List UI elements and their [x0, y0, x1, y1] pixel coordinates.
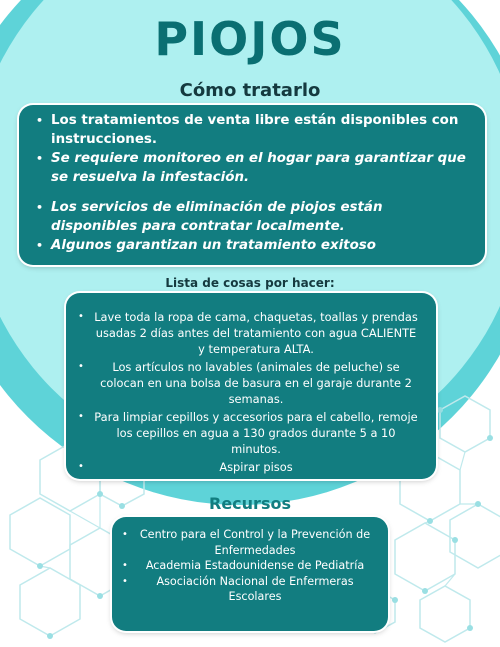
page-subtitle: Cómo tratarlo [179, 80, 321, 101]
treatment-item: • Los servicios de eliminación de piojos están disponibles para contratar localmente. [33, 198, 473, 236]
page-title: PIOJOS [154, 12, 346, 66]
resource-item: • Asociación Nacional de Enfermeras Escolares [122, 574, 378, 605]
resources-panel [112, 517, 388, 631]
todo-item: • Aspirar pisos [78, 459, 424, 475]
todo-item: • Los artículos no lavables (animales de peluche) se colocan en una bolsa de basura en el garaje durante 2 semanas. [78, 359, 424, 407]
resource-item: • Academia Estadounidense de Pediatría [122, 558, 378, 574]
todo-item: • Para limpiar cepillos y accesorios para el cabello, remoje los cepillos en agua a 130 grados durante 5 a 10 minutos. [78, 409, 424, 457]
todo-heading: Lista de cosas por hacer: [165, 276, 335, 290]
treatment-item: • Los tratamientos de venta libre están disponibles con instrucciones. [33, 111, 473, 149]
todo-list [78, 309, 424, 475]
todo-panel [66, 293, 436, 479]
resource-item: • Centro para el Control y la Prevención de Enfermedades [122, 527, 378, 558]
treatment-list [33, 111, 473, 255]
resources-list [122, 527, 378, 605]
treatment-item: • Se requiere monitoreo en el hogar para garantizar que se resuelva la infestación. [33, 149, 473, 187]
treatment-panel [19, 105, 485, 265]
todo-item: • Lave toda la ropa de cama, chaquetas, toallas y prendas usadas 2 días antes del tratamiento con agua CALIENTE y temperatura ALTA. [78, 309, 424, 357]
resources-heading: Recursos [209, 494, 291, 513]
treatment-item: • Algunos garantizan un tratamiento exitoso [33, 236, 473, 255]
